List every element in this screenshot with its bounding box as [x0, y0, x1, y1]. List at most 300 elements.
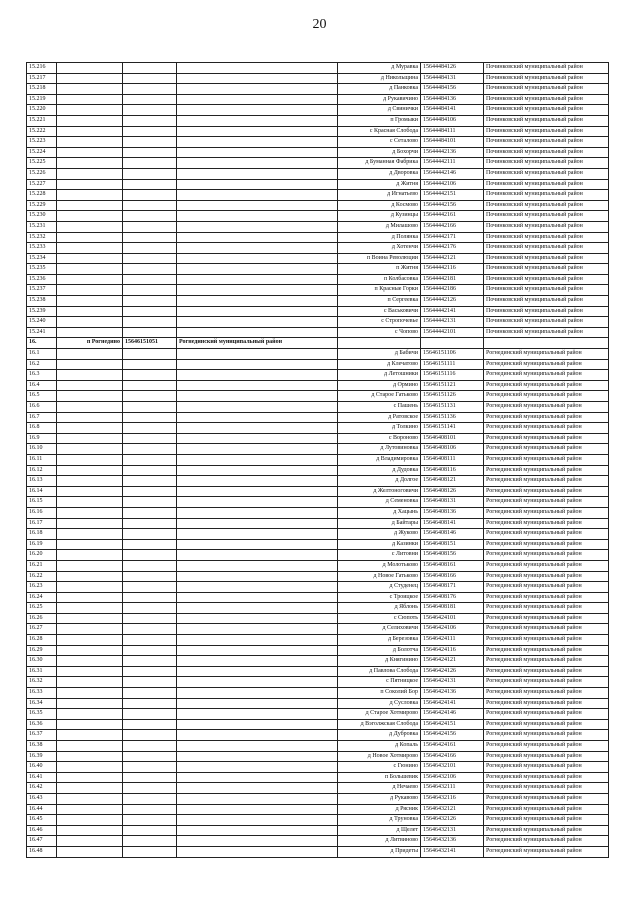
group-number: 16. [27, 338, 57, 349]
empty-cell [123, 709, 177, 720]
empty-cell [177, 550, 338, 561]
table-row [27, 762, 609, 773]
empty-cell [57, 465, 123, 476]
row-number: 16.32 [27, 677, 57, 688]
oktmo-code: 15644442116 [421, 264, 484, 275]
empty-cell [57, 84, 123, 95]
empty-cell [57, 571, 123, 582]
district-name: Починковский муниципальный район [484, 211, 609, 222]
empty-cell [123, 762, 177, 773]
table-row [27, 306, 609, 317]
oktmo-code: 15646432111 [421, 783, 484, 794]
empty-cell [177, 688, 338, 699]
row-number: 16.42 [27, 783, 57, 794]
table-row [27, 84, 609, 95]
table-row [27, 772, 609, 783]
empty-cell [57, 94, 123, 105]
village-name: д Павлова Слобода [338, 666, 421, 677]
empty-cell [177, 126, 338, 137]
village-name: д Студенец [338, 582, 421, 593]
row-number: 15.218 [27, 84, 57, 95]
empty-cell [123, 603, 177, 614]
empty-cell [123, 253, 177, 264]
empty-cell [177, 359, 338, 370]
village-name: п Колбасовка [338, 274, 421, 285]
group-district: Рогнединский муниципальный район [177, 338, 338, 349]
district-name: Починковский муниципальный район [484, 115, 609, 126]
empty-cell [123, 624, 177, 635]
empty-cell [57, 688, 123, 699]
table-row [27, 296, 609, 307]
district-name: Рогнединский муниципальный район [484, 391, 609, 402]
empty-cell [177, 412, 338, 423]
village-name: д Новое Хотмирово [338, 751, 421, 762]
table-row [27, 412, 609, 423]
oktmo-code: 15646424141 [421, 698, 484, 709]
district-name: Рогнединский муниципальный район [484, 507, 609, 518]
empty-cell [57, 115, 123, 126]
empty-cell [177, 391, 338, 402]
oktmo-code: 15646408141 [421, 518, 484, 529]
empty-cell [57, 550, 123, 561]
empty-cell [177, 539, 338, 550]
empty-cell [123, 158, 177, 169]
table-row [27, 539, 609, 550]
village-name: с Красная Слобода [338, 126, 421, 137]
empty-cell [123, 571, 177, 582]
district-name: Рогнединский муниципальный район [484, 529, 609, 540]
empty-cell [123, 221, 177, 232]
empty-cell [57, 317, 123, 328]
empty-cell [123, 825, 177, 836]
oktmo-code: 15644442176 [421, 243, 484, 254]
empty-cell [177, 571, 338, 582]
district-name: Починковский муниципальный район [484, 126, 609, 137]
empty-cell [57, 402, 123, 413]
empty-cell [57, 327, 123, 338]
district-name: Починковский муниципальный район [484, 147, 609, 158]
table-row [27, 582, 609, 593]
oktmo-code: 15646151116 [421, 370, 484, 381]
district-name: Рогнединский муниципальный район [484, 772, 609, 783]
empty-cell [123, 402, 177, 413]
village-name: с Сюпоть [338, 613, 421, 624]
empty-cell [57, 529, 123, 540]
row-number: 16.15 [27, 497, 57, 508]
district-name: Рогнединский муниципальный район [484, 402, 609, 413]
empty-cell [177, 592, 338, 603]
oktmo-code: 15646424156 [421, 730, 484, 741]
oktmo-code: 15644442126 [421, 296, 484, 307]
empty-cell [57, 349, 123, 360]
village-name: д Полянка [338, 232, 421, 243]
oktmo-code: 15644442131 [421, 317, 484, 328]
empty-cell [123, 243, 177, 254]
empty-cell [177, 465, 338, 476]
oktmo-code: 15644442101 [421, 327, 484, 338]
oktmo-code: 15644484126 [421, 63, 484, 74]
row-number: 15.224 [27, 147, 57, 158]
row-number: 15.220 [27, 105, 57, 116]
village-name: д Хотенчи [338, 243, 421, 254]
village-name: д Долгое [338, 476, 421, 487]
empty-cell [177, 200, 338, 211]
empty-cell [57, 454, 123, 465]
village-name: с Вороново [338, 433, 421, 444]
table-row [27, 115, 609, 126]
row-number: 16.44 [27, 804, 57, 815]
empty-cell [57, 137, 123, 148]
village-name: д Лутовиновка [338, 444, 421, 455]
village-name: п Сергеевка [338, 296, 421, 307]
oktmo-code: 15644484136 [421, 94, 484, 105]
row-number: 16.37 [27, 730, 57, 741]
table-row [27, 656, 609, 667]
row-number: 16.8 [27, 423, 57, 434]
village-name: д Буманная Фабрика [338, 158, 421, 169]
row-number: 15.230 [27, 211, 57, 222]
empty-cell [57, 380, 123, 391]
empty-cell [57, 825, 123, 836]
village-name: д Щелет [338, 825, 421, 836]
oktmo-code: 15646408131 [421, 497, 484, 508]
district-name: Починковский муниципальный район [484, 296, 609, 307]
table-row [27, 243, 609, 254]
oktmo-code: 15646408146 [421, 529, 484, 540]
district-name: Рогнединский муниципальный район [484, 550, 609, 561]
oktmo-code: 15646151126 [421, 391, 484, 402]
row-number: 16.6 [27, 402, 57, 413]
empty-cell [57, 486, 123, 497]
table-row [27, 126, 609, 137]
table-row [27, 105, 609, 116]
table-row [27, 719, 609, 730]
row-number: 16.31 [27, 666, 57, 677]
oktmo-code: 15646432126 [421, 815, 484, 826]
district-name: Рогнединский муниципальный район [484, 762, 609, 773]
empty-cell [177, 190, 338, 201]
row-number: 15.241 [27, 327, 57, 338]
village-name: д Казинки [338, 539, 421, 550]
village-name: д Хацынь [338, 507, 421, 518]
row-number: 15.239 [27, 306, 57, 317]
empty-cell [123, 846, 177, 857]
table-row [27, 94, 609, 105]
district-name: Рогнединский муниципальный район [484, 698, 609, 709]
empty-cell [177, 645, 338, 656]
row-number: 15.217 [27, 73, 57, 84]
row-number: 15.228 [27, 190, 57, 201]
row-number: 16.14 [27, 486, 57, 497]
row-number: 15.223 [27, 137, 57, 148]
table-row [27, 274, 609, 285]
row-number: 15.219 [27, 94, 57, 105]
district-name: Починковский муниципальный район [484, 168, 609, 179]
district-name: Починковский муниципальный район [484, 105, 609, 116]
oktmo-code: 15646408176 [421, 592, 484, 603]
empty-cell [57, 836, 123, 847]
district-name: Рогнединский муниципальный район [484, 412, 609, 423]
oktmo-code: 15644442186 [421, 285, 484, 296]
row-number: 16.10 [27, 444, 57, 455]
empty-cell [57, 518, 123, 529]
empty-cell [57, 423, 123, 434]
district-name: Починковский муниципальный район [484, 200, 609, 211]
village-name: д Владимировка [338, 454, 421, 465]
village-name: д Байтары [338, 518, 421, 529]
table-row [27, 645, 609, 656]
empty-cell [177, 380, 338, 391]
district-name: Рогнединский муниципальный район [484, 846, 609, 857]
empty-cell [177, 793, 338, 804]
district-name: Рогнединский муниципальный район [484, 465, 609, 476]
village-name: с Пятницкое [338, 677, 421, 688]
table-row [27, 709, 609, 720]
district-name: Рогнединский муниципальный район [484, 349, 609, 360]
district-name: Починковский муниципальный район [484, 327, 609, 338]
empty-cell [57, 221, 123, 232]
row-number: 15.234 [27, 253, 57, 264]
empty-cell [57, 613, 123, 624]
village-name: д Труновка [338, 815, 421, 826]
district-name: Рогнединский муниципальный район [484, 804, 609, 815]
row-number: 15.231 [27, 221, 57, 232]
table-row [27, 168, 609, 179]
table-row [27, 507, 609, 518]
oktmo-code: 15646408166 [421, 571, 484, 582]
row-number: 16.19 [27, 539, 57, 550]
empty-cell [177, 825, 338, 836]
empty-cell [177, 274, 338, 285]
empty-cell [57, 306, 123, 317]
district-name: Рогнединский муниципальный район [484, 423, 609, 434]
table-row [27, 285, 609, 296]
empty-cell [177, 476, 338, 487]
empty-cell [57, 274, 123, 285]
empty-cell [57, 126, 123, 137]
village-name: с Сеталово [338, 137, 421, 148]
row-number: 16.48 [27, 846, 57, 857]
village-name: д Вэголжская Слобода [338, 719, 421, 730]
oktmo-code: 15644442136 [421, 147, 484, 158]
table-row [27, 613, 609, 624]
table-row [27, 666, 609, 677]
empty-cell [57, 762, 123, 773]
empty-cell [177, 253, 338, 264]
village-name: д Житня [338, 179, 421, 190]
row-number: 16.5 [27, 391, 57, 402]
row-number: 15.237 [27, 285, 57, 296]
oktmo-code: 15646432131 [421, 825, 484, 836]
empty-cell [177, 264, 338, 275]
row-number: 16.30 [27, 656, 57, 667]
oktmo-code: 15646408106 [421, 444, 484, 455]
row-number: 16.38 [27, 741, 57, 752]
empty-cell [177, 285, 338, 296]
village-name: д Бабичи [338, 349, 421, 360]
empty-cell [177, 486, 338, 497]
empty-cell [123, 296, 177, 307]
table-row [27, 349, 609, 360]
district-name: Рогнединский муниципальный район [484, 836, 609, 847]
table-row [27, 550, 609, 561]
district-name: Рогнединский муниципальный район [484, 709, 609, 720]
table-row [27, 751, 609, 762]
row-number: 15.236 [27, 274, 57, 285]
empty-cell [177, 497, 338, 508]
row-number: 16.40 [27, 762, 57, 773]
row-number: 16.3 [27, 370, 57, 381]
table-body [27, 63, 609, 858]
district-name: Починковский муниципальный район [484, 253, 609, 264]
empty-cell [57, 815, 123, 826]
village-name: п Громыки [338, 115, 421, 126]
oktmo-code: 15646432121 [421, 804, 484, 815]
empty-cell [123, 815, 177, 826]
table-row [27, 444, 609, 455]
row-number: 15.235 [27, 264, 57, 275]
empty-cell [177, 529, 338, 540]
district-name: Починковский муниципальный район [484, 243, 609, 254]
village-name: д Толкино [338, 423, 421, 434]
empty-cell [57, 168, 123, 179]
empty-cell [123, 444, 177, 455]
village-name: д Семеновка [338, 497, 421, 508]
district-name: Рогнединский муниципальный район [484, 677, 609, 688]
empty-cell [123, 285, 177, 296]
oktmo-code: 15644484106 [421, 115, 484, 126]
empty-cell [177, 772, 338, 783]
empty-cell [57, 698, 123, 709]
empty-cell [123, 317, 177, 328]
district-name: Рогнединский муниципальный район [484, 497, 609, 508]
row-number: 15.229 [27, 200, 57, 211]
table-row [27, 190, 609, 201]
empty-cell [177, 635, 338, 646]
table-row [27, 635, 609, 646]
empty-cell [177, 582, 338, 593]
district-name: Рогнединский муниципальный район [484, 486, 609, 497]
empty-cell [484, 338, 609, 349]
empty-cell [177, 624, 338, 635]
table-row [27, 677, 609, 688]
empty-cell [123, 126, 177, 137]
district-name: Починковский муниципальный район [484, 63, 609, 74]
group-header-row [27, 338, 609, 349]
row-number: 15.240 [27, 317, 57, 328]
table-row [27, 158, 609, 169]
empty-cell [123, 380, 177, 391]
village-name: д Болотча [338, 645, 421, 656]
empty-cell [177, 677, 338, 688]
row-number: 16.33 [27, 688, 57, 699]
oktmo-code: 15646424106 [421, 624, 484, 635]
empty-cell [177, 836, 338, 847]
village-name: д Старое Хотмирово [338, 709, 421, 720]
empty-cell [57, 476, 123, 487]
empty-cell [177, 306, 338, 317]
table-row [27, 73, 609, 84]
district-name: Рогнединский муниципальный район [484, 825, 609, 836]
empty-cell [177, 179, 338, 190]
empty-cell [123, 433, 177, 444]
empty-cell [123, 666, 177, 677]
empty-cell [177, 327, 338, 338]
row-number: 15.225 [27, 158, 57, 169]
empty-cell [57, 232, 123, 243]
empty-cell [123, 529, 177, 540]
empty-cell [123, 306, 177, 317]
empty-cell [177, 507, 338, 518]
row-number: 16.29 [27, 645, 57, 656]
empty-cell [177, 63, 338, 74]
village-name: д Березовка [338, 635, 421, 646]
oktmo-code: 15644442121 [421, 253, 484, 264]
village-name: д Дудовка [338, 465, 421, 476]
table-row [27, 380, 609, 391]
village-name: д Литвиново [338, 836, 421, 847]
table-row [27, 698, 609, 709]
oktmo-code: 15646408171 [421, 582, 484, 593]
village-name: д Копаль [338, 741, 421, 752]
empty-cell [177, 783, 338, 794]
empty-cell [123, 560, 177, 571]
table-row [27, 793, 609, 804]
empty-cell [177, 613, 338, 624]
oktmo-code: 15646151136 [421, 412, 484, 423]
row-number: 16.9 [27, 433, 57, 444]
village-name: д Рясник [338, 804, 421, 815]
row-number: 16.22 [27, 571, 57, 582]
empty-cell [177, 221, 338, 232]
district-name: Рогнединский муниципальный район [484, 793, 609, 804]
empty-cell [123, 359, 177, 370]
empty-cell [123, 264, 177, 275]
group-settlement: п Рогнедино [57, 338, 123, 349]
row-number: 15.227 [27, 179, 57, 190]
table-row [27, 211, 609, 222]
oktmo-code: 15644442106 [421, 179, 484, 190]
table-row [27, 221, 609, 232]
oktmo-code: 15646408181 [421, 603, 484, 614]
district-name: Рогнединский муниципальный район [484, 539, 609, 550]
empty-cell [123, 645, 177, 656]
table-row [27, 253, 609, 264]
village-name: с Васьковичи [338, 306, 421, 317]
empty-cell [177, 815, 338, 826]
row-number: 16.23 [27, 582, 57, 593]
empty-cell [57, 444, 123, 455]
empty-cell [123, 730, 177, 741]
empty-cell [177, 719, 338, 730]
empty-cell [177, 296, 338, 307]
table-row [27, 179, 609, 190]
empty-cell [123, 613, 177, 624]
table-row [27, 423, 609, 434]
empty-cell [177, 370, 338, 381]
table-row [27, 529, 609, 540]
table-row [27, 63, 609, 74]
empty-cell [57, 666, 123, 677]
empty-cell [123, 836, 177, 847]
village-name: д Бохорчи [338, 147, 421, 158]
empty-cell [123, 94, 177, 105]
empty-cell [123, 168, 177, 179]
empty-cell [177, 709, 338, 720]
row-number: 16.36 [27, 719, 57, 730]
district-name: Рогнединский муниципальный район [484, 613, 609, 624]
oktmo-code: 15644442151 [421, 190, 484, 201]
